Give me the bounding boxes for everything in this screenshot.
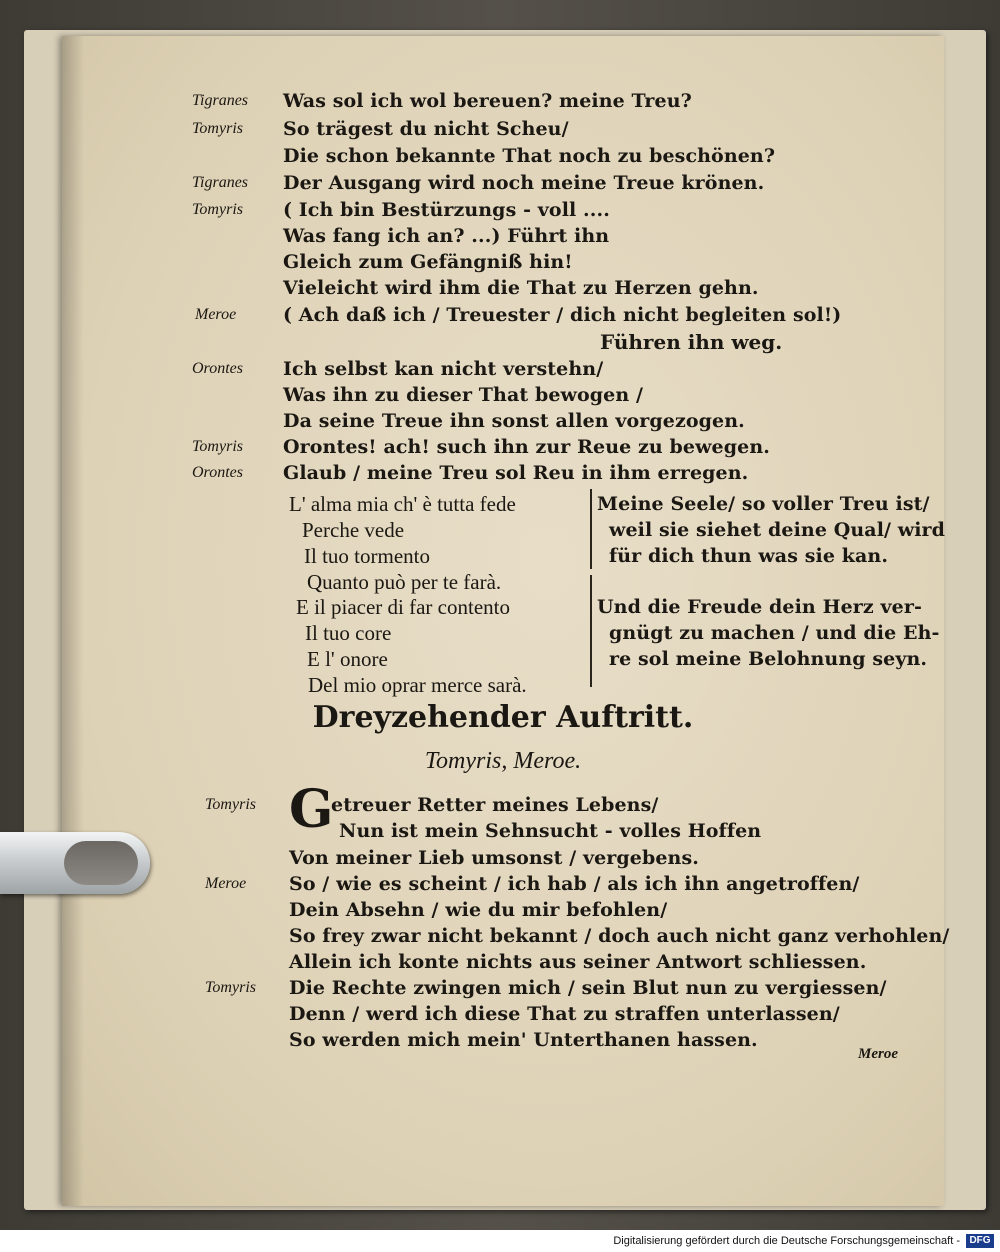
verse-line: Denn / werd ich diese That zu straffen unterlassen/ [289,1003,840,1025]
verse-line: So frey zwar nicht bekannt / doch auch nicht ganz verhohlen/ [289,925,950,947]
speaker-name: Meroe [195,306,237,323]
scene-title: Dreyzehender Auftritt. [312,700,694,735]
stage-direction: Führen ihn weg. [600,330,783,354]
speaker-name: Tomyris [205,979,256,996]
aria-german-line: gnügt zu machen / und die Eh- [609,622,940,644]
aria-german-line: re sol meine Belohnung seyn. [609,648,928,670]
verse-line: Der Ausgang wird noch meine Treue krönen. [283,172,765,194]
speaker-name: Tomyris [192,201,243,218]
aria-column-divider [590,575,592,687]
verse-line: Von meiner Lieb umsonst / vergebens. [289,847,699,869]
verse-line: Da seine Treue ihn sonst allen vorgezogen. [283,410,745,432]
speaker-name: Tomyris [192,120,243,137]
verse-line: Dein Absehn / wie du mir befohlen/ [289,899,668,921]
speaker-name: Tomyris [205,796,256,813]
catchword: Meroe [858,1046,898,1062]
aria-italian-line: L' alma mia ch' è tutta fede [289,492,516,516]
footer-bar [0,1230,1000,1252]
aria-german-line: Und die Freude dein Herz ver- [597,596,922,618]
speaker-name: Tomyris [192,438,243,455]
verse-line: Was ihn zu dieser That bewogen / [283,384,643,406]
verse-line: Glaub / meine Treu sol Reu in ihm erregen. [283,462,749,484]
speaker-name: Tigranes [192,174,249,191]
verse-line: Orontes! ach! such ihn zur Reue zu bewegen. [283,436,770,458]
aria-italian-line: Il tuo core [305,621,392,645]
page-gutter-shadow [62,36,84,1206]
speaker-name: Tigranes [192,92,249,109]
page-clip-slot [64,841,138,885]
aria-italian-line: Del mio oprar merce sarà. [308,673,527,697]
verse-line: So / wie es scheint / ich hab / als ich ihn angetroffen/ [289,873,860,895]
verse-line: Was fang ich an? ...) Führt ihn [283,225,610,247]
aria-german-line: weil sie siehet deine Qual/ wird [609,519,946,541]
aria-column-divider [590,489,592,569]
verse-line: etreuer Retter meines Lebens/ [331,794,659,816]
speaker-name: Orontes [192,360,243,377]
aria-italian-line: Quanto può per te farà. [307,570,502,594]
aria-italian-line: Il tuo tormento [304,544,430,568]
scene-persons: Tomyris, Meroe. [424,748,582,774]
aria-german-line: für dich thun was sie kan. [609,545,889,567]
verse-line: Ich selbst kan nicht verstehn/ [283,358,604,380]
verse-line: ( Ach daß ich / Treuester / dich nicht begleiten sol!) [283,304,842,326]
verse-line: Die Rechte zwingen mich / sein Blut nun zu vergiessen/ [289,977,887,999]
speaker-name: Meroe [205,875,247,892]
speaker-name: Orontes [192,464,243,481]
aria-italian-line: E l' onore [307,647,388,671]
verse-line: Nun ist mein Sehnsucht - volles Hoffen [339,820,762,842]
aria-german-line: Meine Seele/ so voller Treu ist/ [597,493,930,515]
verse-line: Allein ich konte nichts aus seiner Antwort schliessen. [289,951,867,973]
aria-italian-line: Perche vede [302,518,405,542]
verse-line: Was sol ich wol bereuen? meine Treu? [283,90,692,112]
verse-line: So trägest du nicht Scheu/ [283,118,569,140]
verse-line: Gleich zum Gefängniß hin! [283,251,573,273]
verse-line: ( Ich bin Bestürzungs - voll .... [283,199,610,221]
verse-line: So werden mich mein' Unterthanen hassen. [289,1029,758,1051]
drop-cap-initial: G [289,779,334,840]
verse-line: Vieleicht wird ihm die That zu Herzen gehn. [283,277,759,299]
aria-italian-line: E il piacer di far contento [296,595,510,619]
verse-line: Die schon bekannte That noch zu beschönen? [283,145,776,167]
dfg-logo-icon: DFG [966,1234,994,1248]
footer-credit: Digitalisierung gefördert durch die Deutsche Forschungsgemeinschaft - [613,1235,960,1247]
